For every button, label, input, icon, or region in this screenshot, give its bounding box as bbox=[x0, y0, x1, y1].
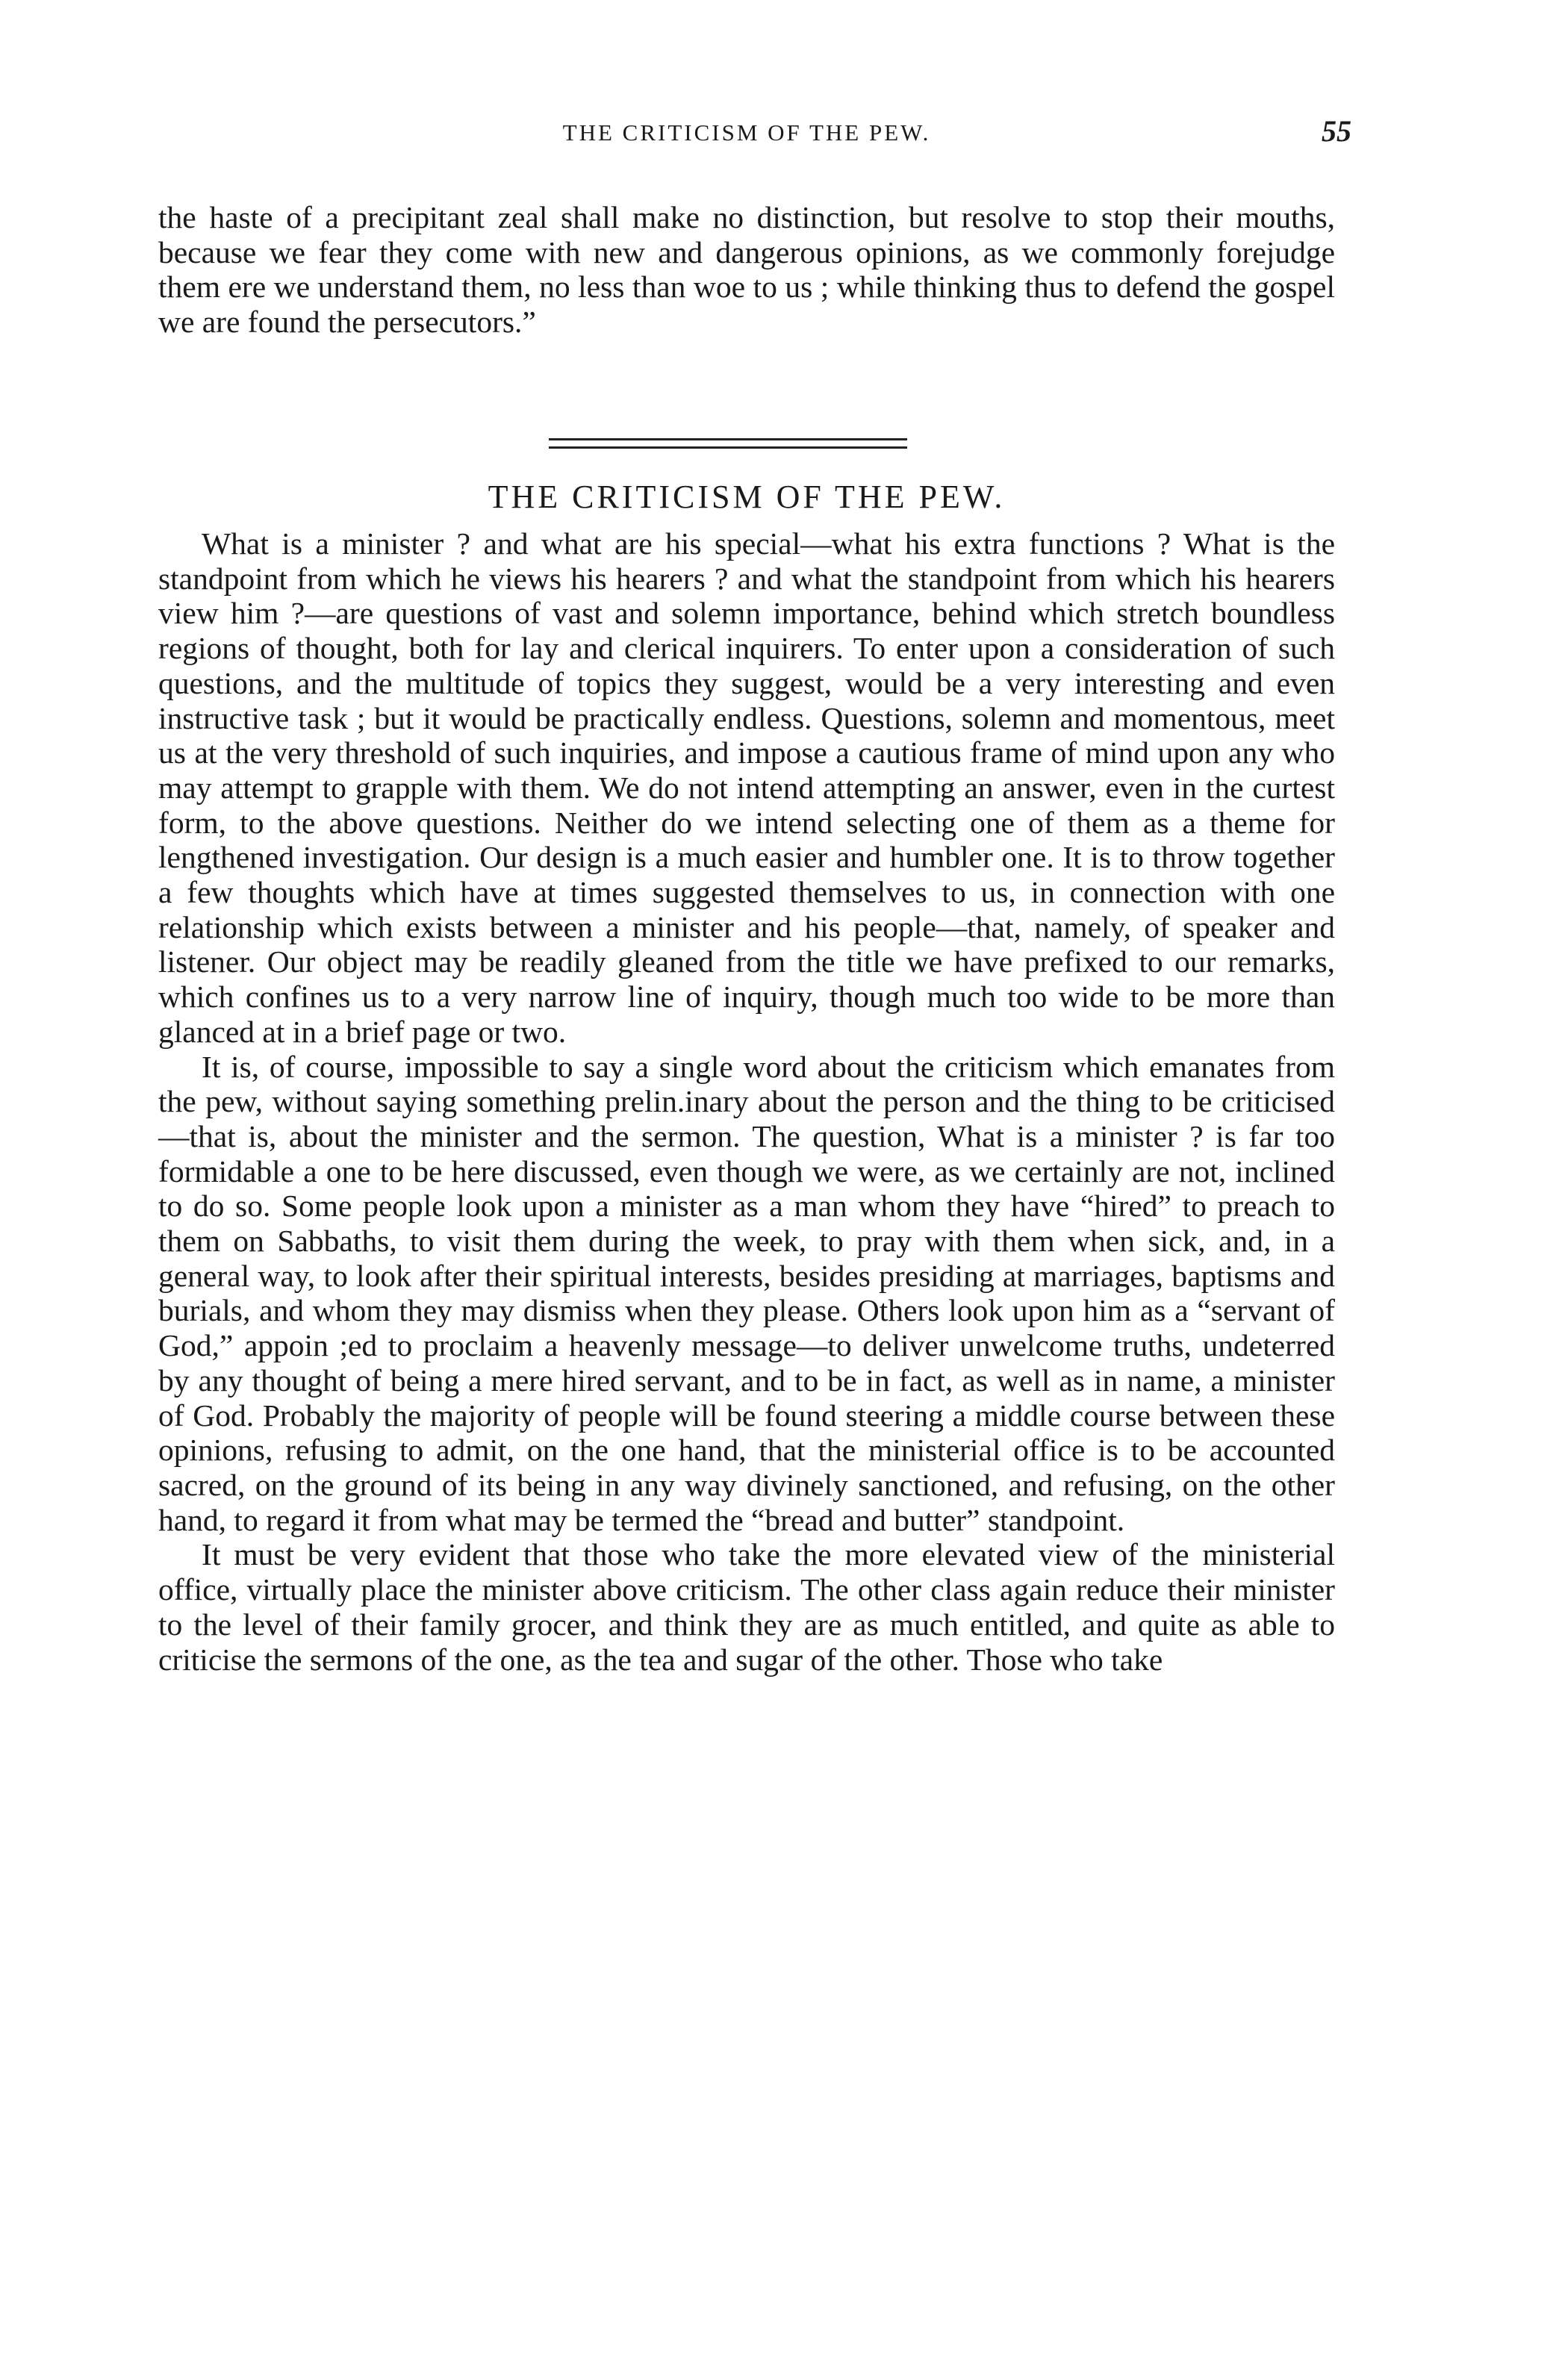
running-title: THE CRITICISM OF THE PEW. bbox=[562, 119, 931, 146]
continued-paragraph bbox=[158, 200, 1335, 340]
continued-paragraph-text: the haste of a precipitant zeal shall make no distinction, but resolve to stop their mouths, because we fear they come with new and dangerous opinions, as we commonly forejudge them ere we understand them, no less than woe to us ; while thinking thus to defend the gospel we are found the persecutors.” bbox=[158, 200, 1335, 340]
page-number: 55 bbox=[1322, 114, 1351, 148]
body-paragraph: It is, of course, impossible to say a single word about the criticism which emanates from the pew, without saying something prelin.inary about the person and the thing to be criticised—that is, about the minister and the sermon. The question, What is a minister ? is far too formidable a one to be here discussed, even though we were, as we certainly are not, inclined to do so. Some people look upon a minister as a man whom they have “hired” to preach to them on Sabbaths, to visit them during the week, to pray with them when sick, and, in a general way, to look after their spiritual interests, besides presiding at marriages, baptisms and burials, and whom they may dismiss when they please. Others look upon him as a “servant of God,” appoin ;ed to proclaim a heavenly message—to deliver unwelcome truths, undeterred by any thought of being a mere hired servant, and to be in fact, as well as in name, a minister of God. Probably the majority of people will be found steering a middle course between these opinions, refusing to admit, on the one hand, that the ministerial office is to be accounted sacred, on the ground of its being in any way divinely sanctioned, and refusing, on the other hand, to regard it from what may be termed the “bread and butter” standpoint. bbox=[158, 1049, 1335, 1537]
section-divider-rule bbox=[549, 438, 907, 440]
article-body bbox=[158, 526, 1335, 1677]
running-header bbox=[157, 112, 1351, 157]
article-title: THE CRITICISM OF THE PEW. bbox=[488, 479, 1006, 515]
section-divider-rule bbox=[549, 446, 907, 449]
body-paragraph: It must be very evident that those who take the more elevated view of the ministerial office, virtually place the minister above criticism. The other class again reduce their minister to the level of their family grocer, and think they are as much entitled, and quite as able to criticise the sermons of the one, as the tea and sugar of the other. Those who take bbox=[158, 1537, 1335, 1677]
body-paragraph: What is a minister ? and what are his special—what his extra functions ? What is the standpoint from which he views his hearers ? and what the standpoint from which his hearers view him ?—are questions of vast and solemn importance, behind which stretch boundless regions of thought, both for lay and clerical inquirers. To enter upon a consideration of such questions, and the multitude of topics they suggest, would be a very interesting and even instructive task ; but it would be practically endless. Questions, solemn and momentous, meet us at the very threshold of such inquiries, and impose a cautious frame of mind upon any who may attempt to grapple with them. We do not intend attempting an answer, even in the curtest form, to the above questions. Neither do we intend selecting one of them as a theme for lengthened investigation. Our design is a much easier and humbler one. It is to throw together a few thoughts which have at times suggested themselves to us, in connection with one relationship which exists between a minister and his people—that, namely, of speaker and listener. Our object may be readily gleaned from the title we have prefixed to our remarks, which confines us to a very narrow line of inquiry, though much too wide to be more than glanced at in a brief page or two. bbox=[158, 526, 1335, 1049]
